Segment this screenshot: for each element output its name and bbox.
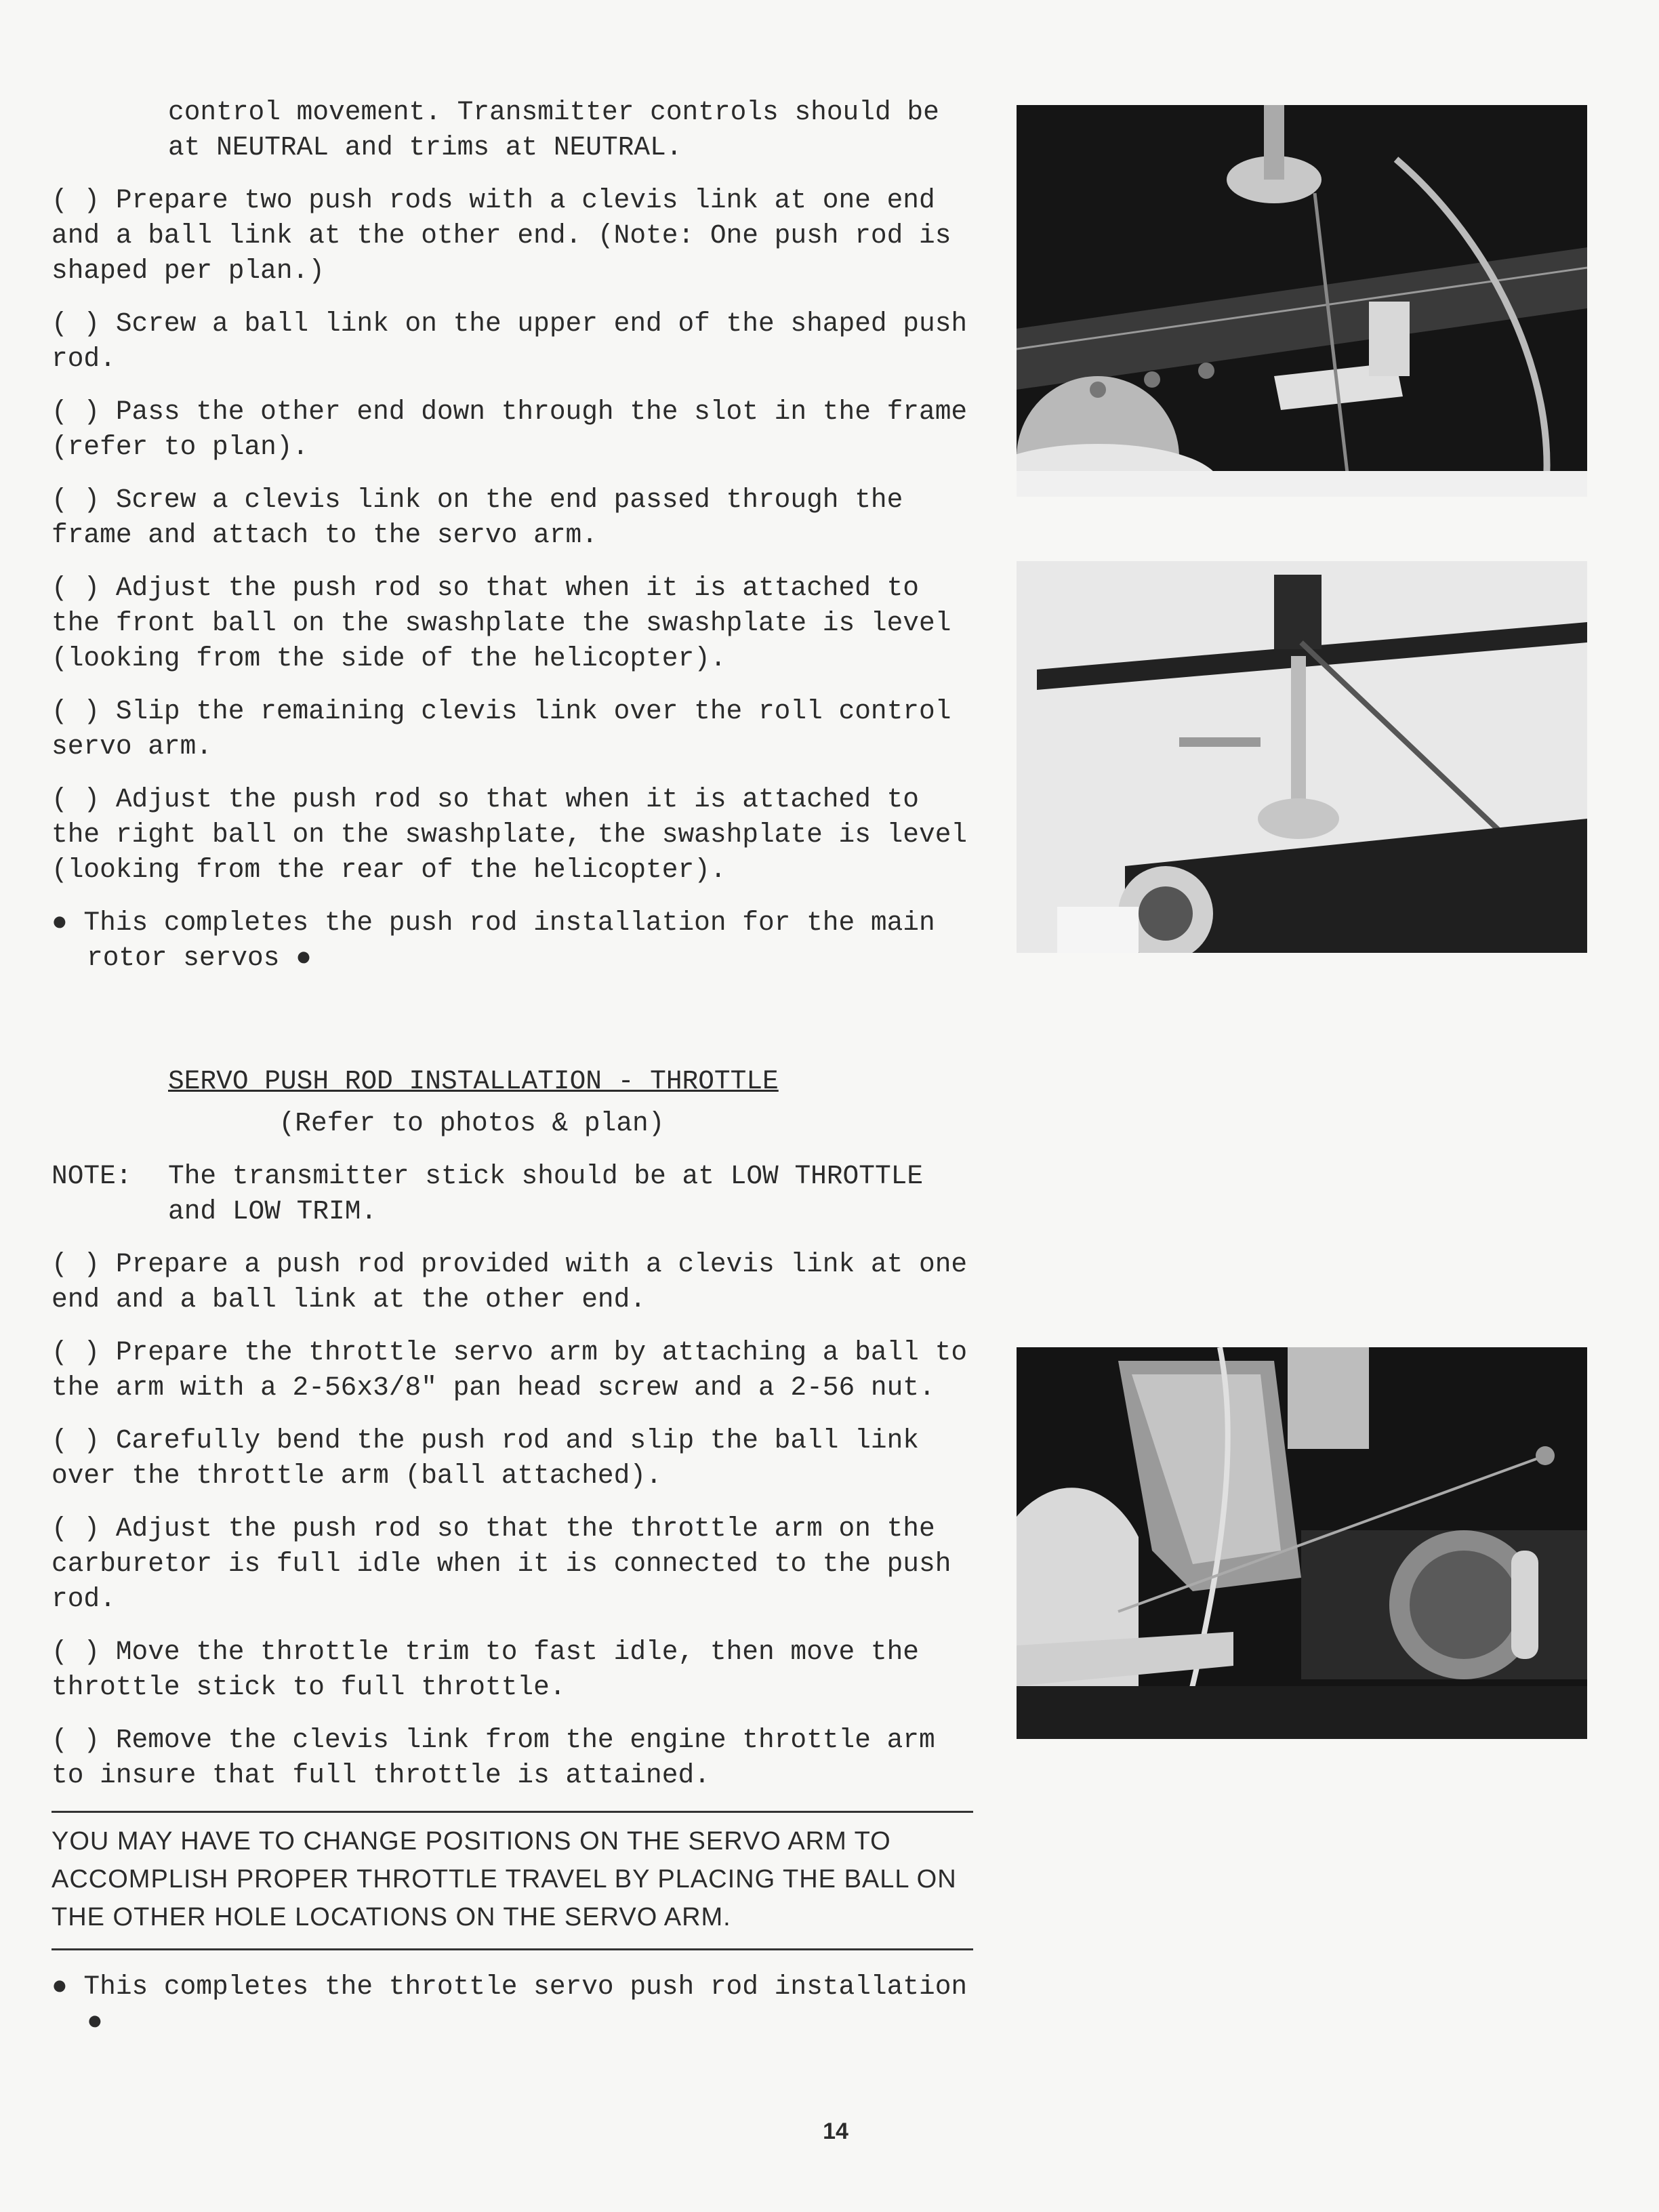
step-prepare-servo-arm: ( ) Prepare the throttle servo arm by attaching a ball to the arm with a 2-56x3/8" pan head screw and a 2-56 nut.	[52, 1337, 968, 1403]
step-bend-push-rod: ( ) Carefully bend the push rod and slip the ball link over the throttle arm (ball attached).	[52, 1425, 920, 1491]
step-pass-through-slot: ( ) Pass the other end down through the slot in the frame (refer to plan).	[52, 396, 968, 462]
photo-rotor-head	[1017, 561, 1587, 953]
divider-bottom	[52, 1948, 973, 1950]
text-column	[52, 95, 973, 2057]
boxed-note: YOU MAY HAVE TO CHANGE POSITIONS ON THE SERVO ARM TO ACCOMPLISH PROPER THROTTLE TRAVEL BY PLACING THE BALL ON THE OTHER HOLE LOCATIONS ON THE SERVO ARM.	[52, 1827, 957, 1931]
step-prepare-throttle-rod: ( ) Prepare a push rod provided with a clevis link at one end and a ball link at the other end.	[52, 1249, 968, 1315]
photo-swashplate	[1017, 105, 1587, 497]
page-number: 14	[823, 2118, 848, 2144]
step-remove-clevis: ( ) Remove the clevis link from the engine throttle arm to insure that full throttle is attained.	[52, 1725, 935, 1790]
step-adjust-carburetor: ( ) Adjust the push rod so that the throttle arm on the carburetor is full idle when it is connected to the push rod.	[52, 1513, 951, 1614]
section-subtitle: (Refer to photos & plan)	[279, 1108, 665, 1139]
step-adjust-right-ball: ( ) Adjust the push rod so that when it is attached to the right ball on the swashplate, the swashplate is level (looking from the rear of the helicopter).	[52, 784, 968, 885]
section-title: SERVO PUSH ROD INSTALLATION - THROTTLE	[168, 1066, 779, 1097]
step-prepare-push-rods: ( ) Prepare two push rods with a clevis link at one end and a ball link at the other end. (Note: One push rod is shaped per plan.)	[52, 185, 951, 286]
paragraph-intro: control movement. Transmitter controls should be at NEUTRAL and trims at NEUTRAL.	[168, 97, 939, 163]
note-block	[52, 1159, 973, 1229]
note-text: The transmitter stick should be at LOW THROTTLE and LOW TRIM.	[168, 1161, 924, 1227]
step-screw-ball-link: ( ) Screw a ball link on the upper end of the shaped push rod.	[52, 308, 968, 374]
photo-throttle-linkage	[1017, 1347, 1587, 1739]
step-slip-clevis-roll: ( ) Slip the remaining clevis link over the roll control servo arm.	[52, 696, 951, 762]
completion-throttle: ● This completes the throttle servo push rod installation ●	[52, 1971, 968, 2037]
step-screw-clevis-link: ( ) Screw a clevis link on the end passed through the frame and attach to the servo arm.	[52, 485, 903, 550]
note-label: NOTE:	[52, 1161, 132, 1191]
step-move-throttle-trim: ( ) Move the throttle trim to fast idle, then move the throttle stick to full throttle.	[52, 1637, 920, 1702]
step-adjust-front-ball: ( ) Adjust the push rod so that when it is attached to the front ball on the swashplate the swashplate is level (looking from the side of the helicopter).	[52, 573, 951, 674]
completion-main-rotor: ● This completes the push rod installation for the main rotor servos ●	[52, 907, 935, 973]
